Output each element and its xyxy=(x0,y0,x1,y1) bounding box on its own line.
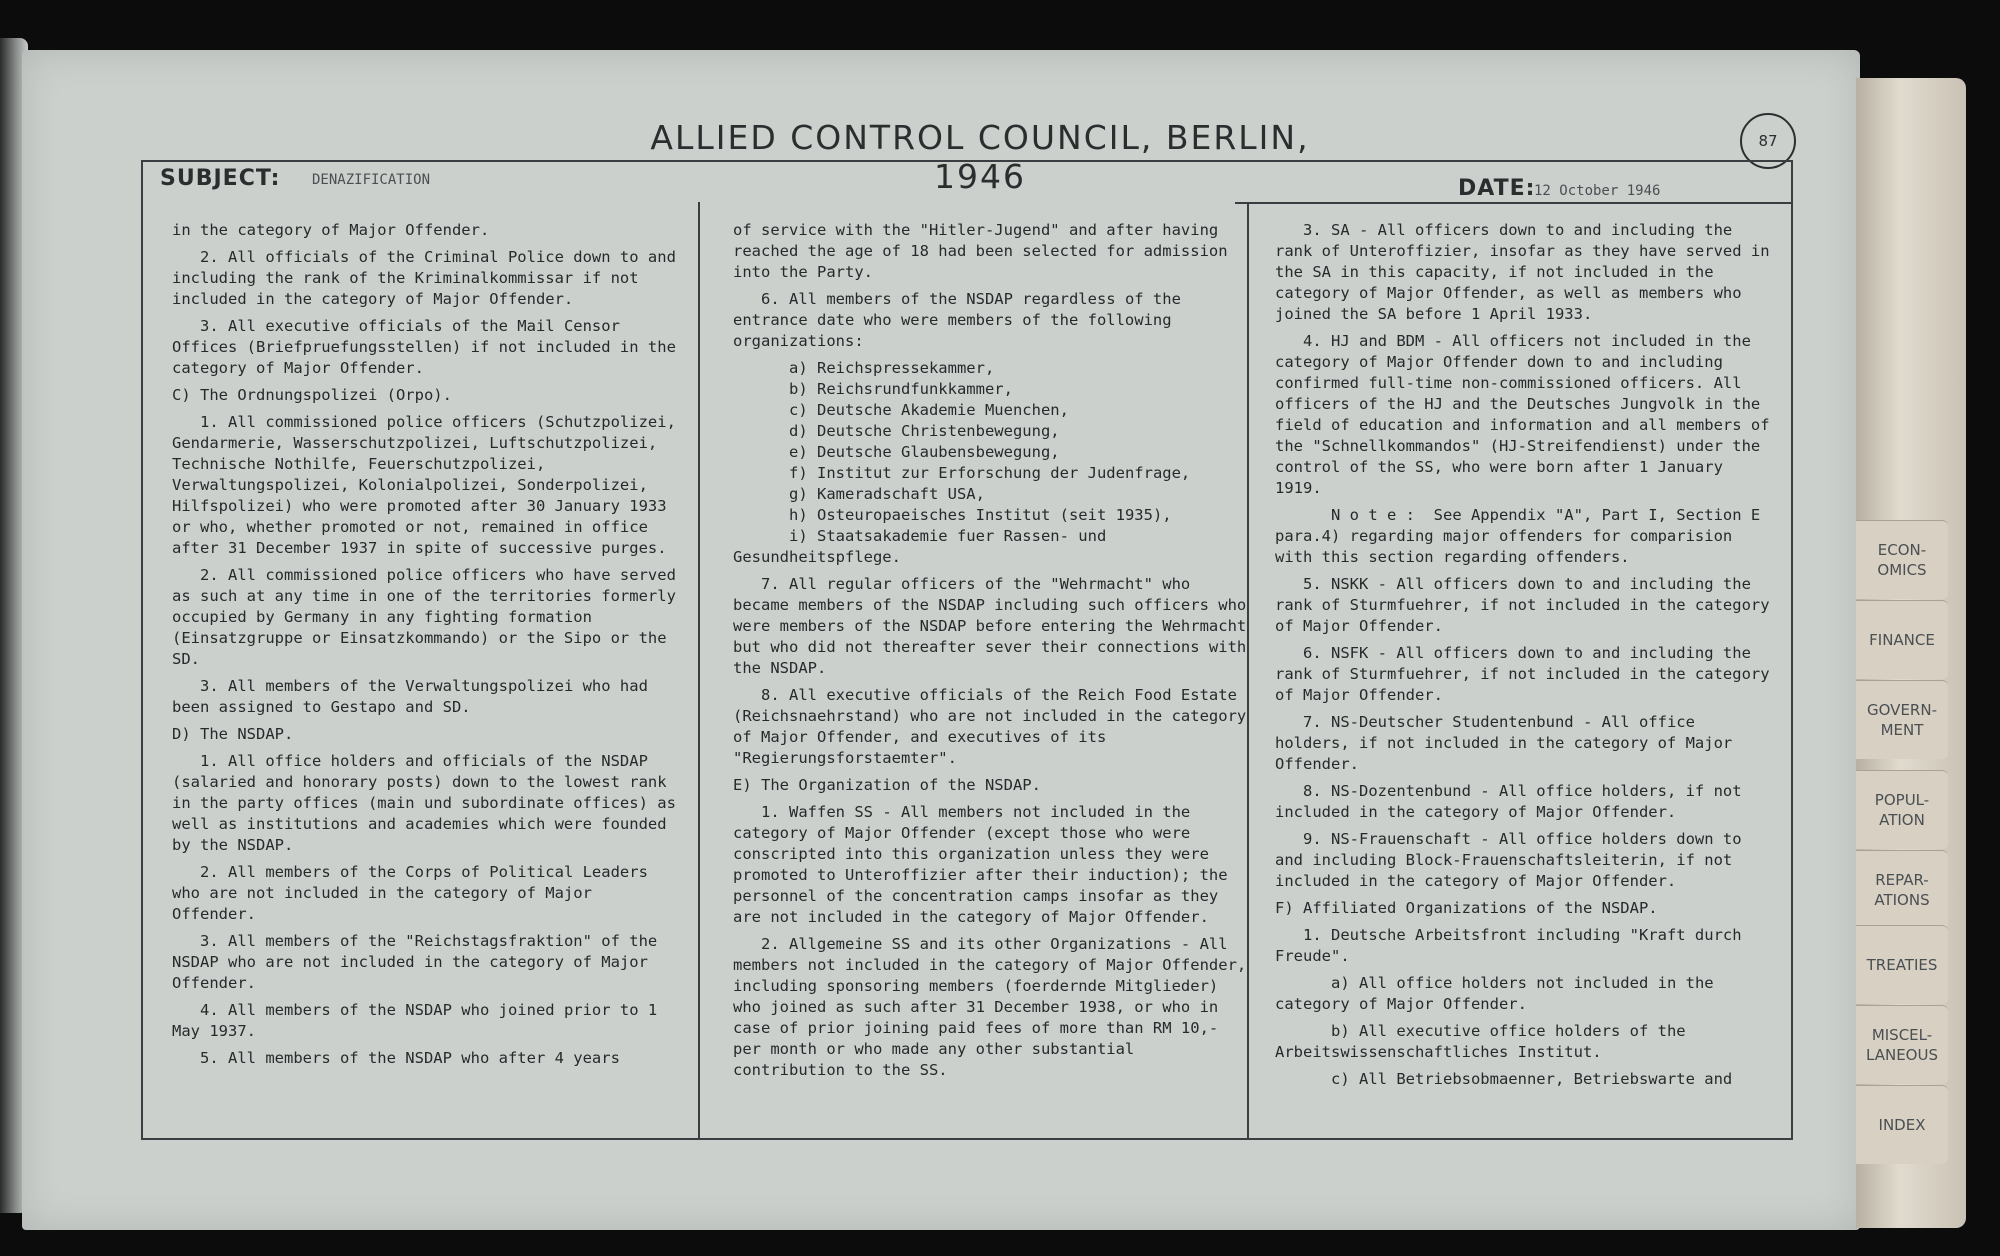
subject-label: SUBJECT: xyxy=(160,166,281,191)
page-title: ALLIED CONTROL COUNCIL, BERLIN, 1946 xyxy=(650,118,1310,196)
paragraph: D) The NSDAP. xyxy=(172,725,294,743)
paragraph: 1. All office holders and officials of the NSDAP (salaried and honorary posts) down to the lowest rank in the party offices (main und subordinate offices) as well as institutions and academies which were founded by the NSDAP. xyxy=(172,752,686,854)
paragraph: 2. All commissioned police officers who have served as such at any time in one of the territories formerly occupied by Germany in any fighting formation (Einsatzgruppe or Einsatzkommando) or the Sipo or the SD. xyxy=(172,566,686,668)
list-item: b) Reichsrundfunkkammer, xyxy=(733,380,1013,398)
list-item: g) Kameradschaft USA, xyxy=(733,485,985,503)
paragraph: 3. All executive officials of the Mail Censor Offices (Briefpruefungsstellen) if not included in the category of Major Offender. xyxy=(172,317,686,377)
paragraph: 1. All commissioned police officers (Schutzpolizei, Gendarmerie, Wasserschutzpolizei, Luftschutzpolizei, Technische Nothilfe, Feuerschutzpolizei, Verwaltungspolizei, Kolonialpolizei, Sonderpolizei, Hilfspolizei) who were promoted after 30 January 1933 or who, whether promoted or not, remained in office after 31 December 1937 in spite of successive purges. xyxy=(172,413,686,557)
paragraph: 5. All members of the NSDAP who after 4 years xyxy=(172,1049,620,1067)
paragraph: E) The Organization of the NSDAP. xyxy=(733,776,1041,794)
paragraph: c) All Betriebsobmaenner, Betriebswarte and xyxy=(1275,1070,1733,1088)
list-item: d) Deutsche Christenbewegung, xyxy=(733,422,1060,440)
tab-treaties[interactable]: TREATIES xyxy=(1856,925,1948,1004)
paragraph: 9. NS-Frauenschaft - All office holders down to and including Block-Frauenschaftsleiterin, if not included in the category of Major Offender. xyxy=(1275,830,1751,890)
tab-population[interactable]: POPUL- ATION xyxy=(1856,770,1948,849)
paragraph: 6. NSFK - All officers down to and including the rank of Sturmfuehrer, if not included in the category of Major Offender. xyxy=(1275,644,1779,704)
tab-miscellaneous[interactable]: MISCEL- LANEOUS xyxy=(1856,1005,1948,1084)
paragraph: a) All office holders not included in the category of Major Offender. xyxy=(1275,974,1723,1013)
text-column-2 xyxy=(733,220,1256,1087)
paragraph: 1. Waffen SS - All members not included in the category of Major Offender (except those who were conscripted into this organization unless they were promoted to Unteroffizier after their induction); the personnel of the concentration camps insofar as they are not included in the category of Major Offender. xyxy=(733,803,1237,926)
paragraph: 3. All members of the Verwaltungspolizei who had been assigned to Gestapo and SD. xyxy=(172,677,658,716)
list-item: i) Staatsakademie fuer Rassen- und Gesundheitspflege. xyxy=(733,527,1116,566)
paragraph: in the category of Major Offender. xyxy=(172,221,490,239)
tab-finance[interactable]: FINANCE xyxy=(1856,600,1948,679)
paragraph: 8. All executive officials of the Reich Food Estate (Reichsnaehrstand) who are not included in the category of Major Offender, and executives of its "Regierungsforstaemter". xyxy=(733,686,1256,767)
paragraph: 3. SA - All officers down to and including the rank of Unteroffizier, insofar as they have served in the SA in this capacity, if not included in the category of Major Offender, as well as members who joined the SA before 1 April 1933. xyxy=(1275,221,1779,323)
paragraph: 4. HJ and BDM - All officers not included in the category of Major Offender down to and including confirmed full-time non-commissioned officers. All officers of the HJ and the Deutsches Jungvolk in the field of education and information and all members of the "Schnellkommandos" (HJ-Streifendienst) under the control of the SS, who were born after 1 January 1919. xyxy=(1275,332,1779,497)
paragraph: 2. Allgemeine SS and its other Organizations - All members not included in the category of Major Offender, including sponsoring members (foerdernde Mitglieder) who joined as such after 31 December 1938, or who in case of prior joining paid fees of more than RM 10,- per month or who made any other substantial contribution to the SS. xyxy=(733,935,1256,1079)
date-value: 12 October 1946 xyxy=(1534,183,1661,199)
tab-index[interactable]: INDEX xyxy=(1856,1085,1948,1164)
date-label: DATE: xyxy=(1458,176,1536,201)
paragraph: 8. NS-Dozentenbund - All office holders, if not included in the category of Major Offender. xyxy=(1275,782,1751,821)
paragraph: b) All executive office holders of the Arbeitswissenschaftliches Institut. xyxy=(1275,1022,1695,1061)
text-column-1 xyxy=(172,220,686,1075)
list-item: a) Reichspressekammer, xyxy=(733,359,995,377)
paragraph: 6. All members of the NSDAP regardless of the entrance date who were members of the following organizations: xyxy=(733,290,1191,350)
paragraph: 4. All members of the NSDAP who joined prior to 1 May 1937. xyxy=(172,1001,667,1040)
paragraph: 2. All officials of the Criminal Police down to and including the rank of the Kriminalkommissar if not included in the category of Major Offender. xyxy=(172,248,686,308)
paragraph: 7. All regular officers of the "Wehrmacht" who became members of the NSDAP including such officers who were members of the NSDAP before entering the Wehrmacht but who did not thereafter sever their connections with the NSDAP. xyxy=(733,575,1256,677)
paragraph: 5. NSKK - All officers down to and including the rank of Sturmfuehrer, if not included in the category of Major Offender. xyxy=(1275,575,1779,635)
paragraph: 1. Deutsche Arbeitsfront including "Kraft durch Freude". xyxy=(1275,926,1751,965)
subject-value: DENAZIFICATION xyxy=(312,172,431,188)
paragraph: F) Affiliated Organizations of the NSDAP. xyxy=(1275,899,1658,917)
paragraph: of service with the "Hitler-Jugend" and after having reached the age of 18 had been selected for admission into the Party. xyxy=(733,221,1237,281)
page-number-circle: 87 xyxy=(1740,113,1796,169)
tab-reparations[interactable]: REPAR- ATIONS xyxy=(1856,850,1948,929)
list-item: c) Deutsche Akademie Muenchen, xyxy=(733,401,1069,419)
list-item: f) Institut zur Erforschung der Judenfrage, xyxy=(733,464,1191,482)
paragraph: 7. NS-Deutscher Studentenbund - All office holders, if not included in the category of Major Offender. xyxy=(1275,713,1742,773)
paragraph: N o t e : See Appendix "A", Part I, Section E para.4) regarding major offenders for comparision with this section regarding offenders. xyxy=(1275,506,1770,566)
paragraph: 3. All members of the "Reichstagsfraktion" of the NSDAP who are not included in the category of Major Offender. xyxy=(172,932,667,992)
list-item: e) Deutsche Glaubensbewegung, xyxy=(733,443,1060,461)
list-item: h) Osteuropaeisches Institut (seit 1935), xyxy=(733,506,1172,524)
tab-economics[interactable]: ECON- OMICS xyxy=(1856,520,1948,599)
tab-government[interactable]: GOVERN- MENT xyxy=(1856,680,1948,759)
paragraph: C) The Ordnungspolizei (Orpo). xyxy=(172,386,452,404)
column-divider xyxy=(698,202,700,1138)
paragraph: 2. All members of the Corps of Political Leaders who are not included in the category of Major Offender. xyxy=(172,863,658,923)
text-column-3 xyxy=(1275,220,1779,1096)
header-divider xyxy=(1235,202,1791,204)
